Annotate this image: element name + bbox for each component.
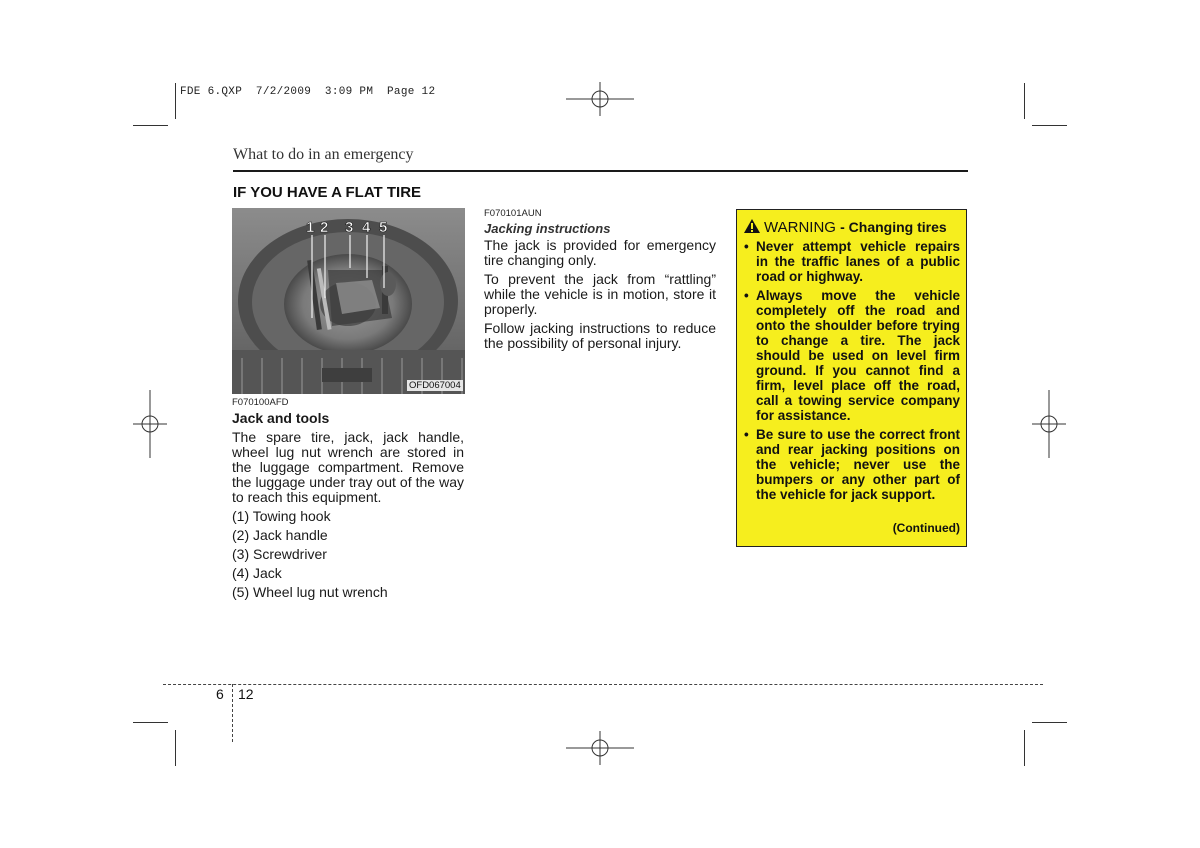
jack-tools-heading: Jack and tools xyxy=(232,410,330,426)
warning-label: WARNING xyxy=(764,219,836,236)
warning-bullet: • Always move the vehicle completely off the road and onto the shoulder before trying to change a tire. The jack should be used on level firm ground. If you cannot find a firm, level place off the road, call a towing service company for assistance. xyxy=(744,288,960,423)
jacking-paragraph-1: The jack is provided for emergency tire changing only. xyxy=(484,237,716,268)
callout-1: 1 xyxy=(306,219,315,236)
callout-4: 4 xyxy=(362,219,371,236)
warning-subtitle: - Changing tires xyxy=(840,219,947,235)
callout-2: 2 xyxy=(320,219,329,236)
tool-list-item: (1) Towing hook xyxy=(232,508,331,524)
page-number: 12 xyxy=(238,686,254,702)
chapter-number: 6 xyxy=(216,686,224,702)
section-title: What to do in an emergency xyxy=(233,146,414,163)
tool-list-item: (5) Wheel lug nut wrench xyxy=(232,584,388,600)
tool-list-item: (3) Screwdriver xyxy=(232,546,327,562)
spare-tire-illustration xyxy=(232,208,465,394)
jacking-heading: Jacking instructions xyxy=(484,221,611,236)
footer-dashed-divider xyxy=(232,684,233,742)
jacking-paragraph-3: Follow jacking instructions to reduce the possibility of personal injury. xyxy=(484,320,716,351)
main-heading: IF YOU HAVE A FLAT TIRE xyxy=(233,184,422,201)
jacking-paragraph-2: To prevent the jack from “rattling” while the vehicle is in motion, store it properly. xyxy=(484,271,716,317)
footer-dashed-rule xyxy=(163,684,1043,685)
warning-triangle-icon xyxy=(744,219,760,233)
callout-5: 5 xyxy=(379,219,388,236)
callout-3: 3 xyxy=(345,219,354,236)
spare-tire-photo xyxy=(232,208,465,394)
jacking-code: F070101AUN xyxy=(484,208,542,219)
warning-title xyxy=(744,219,947,236)
tool-list-item: (2) Jack handle xyxy=(232,527,328,543)
header-rule xyxy=(233,170,968,172)
continued-label: (Continued) xyxy=(892,521,960,535)
warning-bullet: • Never attempt vehicle repairs in the traffic lanes of a public road or highway. xyxy=(744,239,960,284)
jack-tools-paragraph: The spare tire, jack, jack handle, wheel lug nut wrench are stored in the luggage compartment. Remove the luggage under tray out of the way to reach this equipment. xyxy=(232,429,464,505)
jack-tools-code: F070100AFD xyxy=(232,397,289,408)
tool-list xyxy=(232,507,464,602)
warning-bullet: • Be sure to use the correct front and rear jacking positions on the vehicle; never use the bumpers or any other part of the vehicle for jack support. xyxy=(744,427,960,502)
tool-list-item: (4) Jack xyxy=(232,565,282,581)
figure-code: OFD067004 xyxy=(409,380,461,391)
print-slug: FDE 6.QXP 7/2/2009 3:09 PM Page 12 xyxy=(180,86,436,98)
